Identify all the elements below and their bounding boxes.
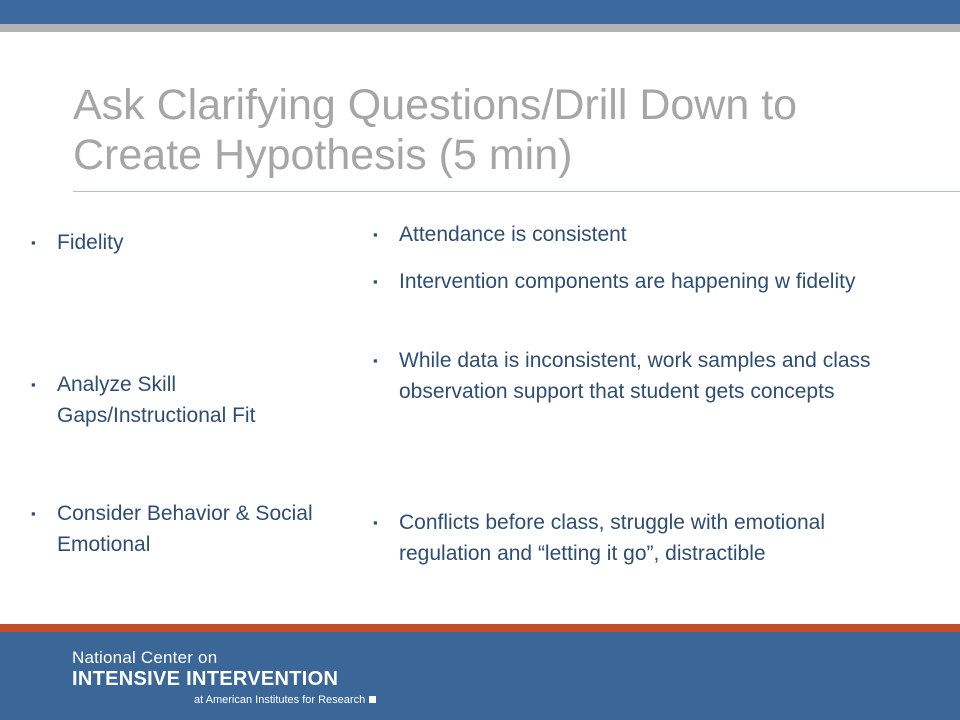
slide-title-line1: Ask Clarifying Questions/Drill Down to — [73, 81, 798, 129]
bullet-text: Attendance is consistent — [399, 223, 627, 246]
bullet-marker-icon: ▪ — [373, 227, 378, 242]
logo-line2: INTENSIVE INTERVENTION — [72, 668, 339, 690]
right-bullet-data — [373, 345, 919, 407]
title-divider — [73, 191, 960, 192]
logo-line3-row — [72, 691, 376, 709]
organization-logo — [72, 648, 376, 709]
bullet-marker-icon: ▪ — [31, 377, 36, 392]
right-bullet-conflicts — [373, 507, 919, 569]
bullet-text: Intervention components are happening w fidelity — [399, 270, 856, 293]
slide-title — [73, 80, 943, 180]
footer-accent-rule — [0, 624, 960, 632]
bullet-text: While data is inconsistent, work samples and class observation support that student gets concepts — [399, 349, 871, 403]
header-band — [0, 0, 960, 24]
logo-line1: National Center on — [72, 648, 218, 667]
bullet-marker-icon: ▪ — [31, 506, 36, 521]
bullet-text: Consider Behavior & Social Emotional — [57, 502, 313, 556]
logo-square-icon — [369, 696, 376, 703]
header-stripe — [0, 24, 960, 32]
left-bullet-fidelity — [31, 227, 347, 258]
bullet-text: Analyze Skill Gaps/Instructional Fit — [57, 373, 256, 427]
left-bullet-skill-gaps — [31, 369, 347, 431]
logo-line3: at American Institutes for Research — [194, 694, 366, 706]
right-bullet-attendance — [373, 219, 919, 250]
right-bullet-components — [373, 266, 919, 297]
bullet-marker-icon: ▪ — [31, 235, 36, 250]
bullet-text: Fidelity — [57, 231, 124, 254]
left-bullet-behavior — [31, 498, 347, 560]
bullet-marker-icon: ▪ — [373, 353, 378, 368]
slide-title-line2: Create Hypothesis (5 min) — [73, 131, 573, 179]
bullet-text: Conflicts before class, struggle with emotional regulation and “letting it go”, distractible — [399, 511, 826, 565]
bullet-marker-icon: ▪ — [373, 515, 378, 530]
bullet-marker-icon: ▪ — [373, 274, 378, 289]
